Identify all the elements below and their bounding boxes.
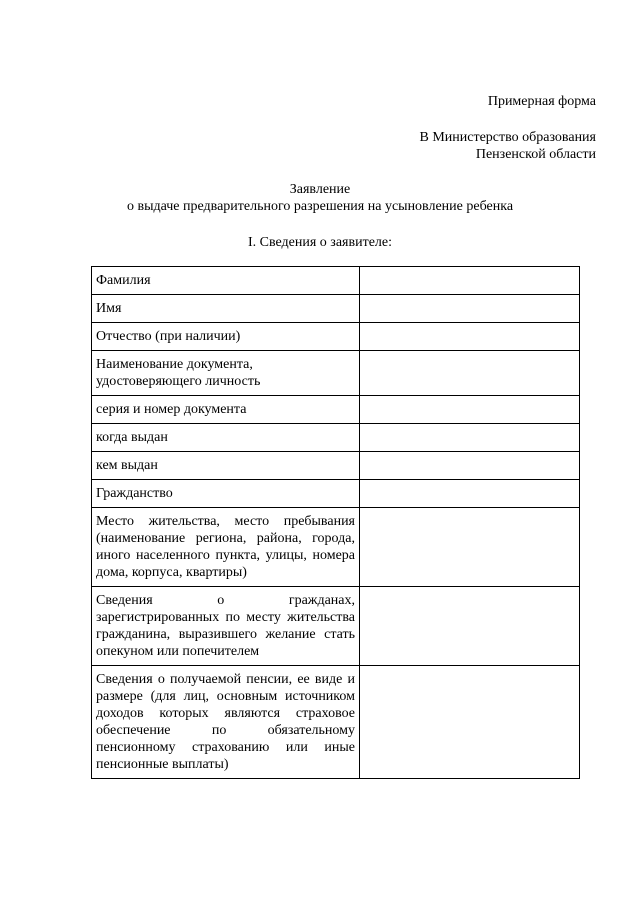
row-label-name: Имя bbox=[92, 295, 360, 323]
row-label-citizenship: Гражданство bbox=[92, 480, 360, 508]
row-value-id-document[interactable] bbox=[360, 351, 580, 396]
row-value-name[interactable] bbox=[360, 295, 580, 323]
row-value-issue-date[interactable] bbox=[360, 424, 580, 452]
applicant-info-table bbox=[91, 266, 580, 779]
addressee bbox=[419, 129, 596, 163]
table-row bbox=[92, 396, 580, 424]
row-label-residence: Место жительства, место пребывания (наименование региона, района, города, иного населенного пункта, улицы, номера дома, корпуса, квартиры) bbox=[92, 508, 360, 587]
form-label: Примерная форма bbox=[487, 94, 596, 109]
row-value-patronymic[interactable] bbox=[360, 323, 580, 351]
title-line-2: о выдаче предварительного разрешения на усыновление ребенка bbox=[126, 199, 514, 214]
table-row bbox=[92, 351, 580, 396]
table-row bbox=[92, 452, 580, 480]
row-value-registered-citizens[interactable] bbox=[360, 587, 580, 666]
row-value-issued-by[interactable] bbox=[360, 452, 580, 480]
table-row bbox=[92, 480, 580, 508]
document-title bbox=[0, 181, 640, 215]
addressee-line-2: Пензенской области bbox=[475, 147, 596, 162]
row-label-id-document: Наименование документа, удостоверяющего личность bbox=[92, 351, 360, 396]
table-row bbox=[92, 508, 580, 587]
row-label-surname: Фамилия bbox=[92, 267, 360, 295]
row-value-residence[interactable] bbox=[360, 508, 580, 587]
row-value-citizenship[interactable] bbox=[360, 480, 580, 508]
row-value-surname[interactable] bbox=[360, 267, 580, 295]
table-row bbox=[92, 666, 580, 779]
table-row bbox=[92, 267, 580, 295]
row-label-document-number: серия и номер документа bbox=[92, 396, 360, 424]
table-row bbox=[92, 424, 580, 452]
row-label-registered-citizens: Сведения о гражданах, зарегистрированных по месту жительства гражданина, выразившего желание стать опекуном или попечителем bbox=[92, 587, 360, 666]
table-row bbox=[92, 587, 580, 666]
table-row bbox=[92, 323, 580, 351]
row-label-pension: Сведения о получаемой пенсии, ее виде и размере (для лиц, основным источником доходов которых являются страховое обеспечение по обязательному пенсионному страхованию или иные пенсионные выплаты) bbox=[92, 666, 360, 779]
table-row bbox=[92, 295, 580, 323]
row-value-document-number[interactable] bbox=[360, 396, 580, 424]
row-label-issue-date: когда выдан bbox=[92, 424, 360, 452]
row-value-pension[interactable] bbox=[360, 666, 580, 779]
row-label-patronymic: Отчество (при наличии) bbox=[92, 323, 360, 351]
section-heading: I. Сведения о заявителе: bbox=[247, 235, 393, 250]
title-line-1: Заявление bbox=[289, 182, 351, 197]
row-label-issued-by: кем выдан bbox=[92, 452, 360, 480]
addressee-line-1: В Министерство образования bbox=[419, 130, 596, 145]
